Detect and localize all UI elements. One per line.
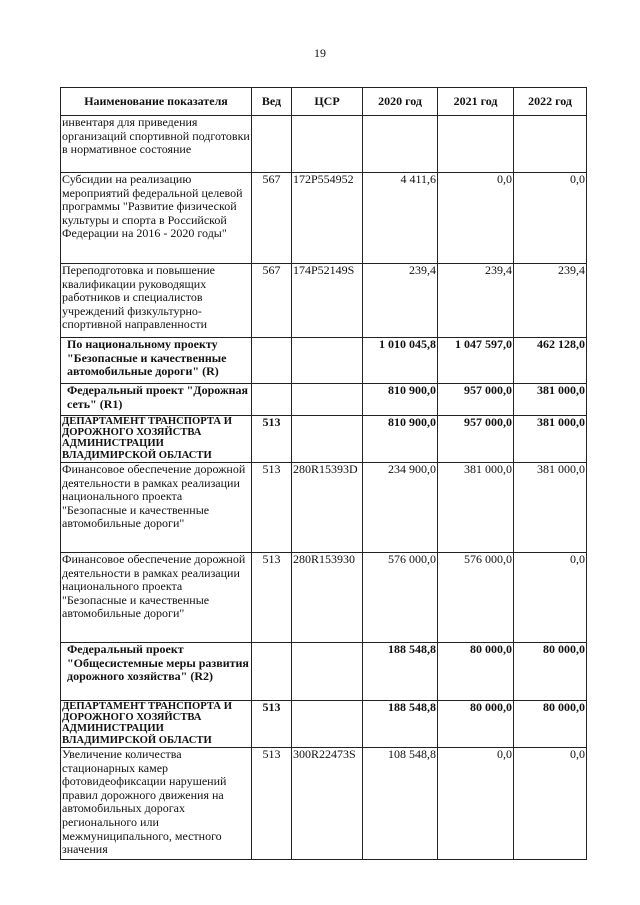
table-row [61, 338, 587, 384]
cell-2021: 0,0 [438, 748, 514, 860]
cell-2020: 239,4 [363, 264, 438, 338]
cell-csr [292, 384, 363, 416]
cell-2020: 234 900,0 [363, 463, 438, 553]
cell-ved: 513 [252, 553, 292, 643]
cell-2022: 381 000,0 [514, 416, 587, 463]
cell-2021: 957 000,0 [438, 384, 514, 416]
cell-csr: 280R153930 [292, 553, 363, 643]
cell-name: Увеличение количества стационарных камер фотовидеофиксации нарушений правил дорожного движения на автомобильных дорогах регионального или межмуниципального, местного значения [61, 748, 252, 860]
cell-ved: 513 [252, 416, 292, 463]
cell-name: ДЕПАРТАМЕНТ ТРАНСПОРТА И ДОРОЖНОГО ХОЗЯЙСТВА АДМИНИСТРАЦИИ ВЛАДИМИРСКОЙ ОБЛАСТИ [61, 701, 252, 748]
cell-2020: 188 548,8 [363, 701, 438, 748]
cell-name: Субсидии на реализацию мероприятий федеральной целевой программы "Развитие физической культуры и спорта в Российской Федерации на 2016 - 2020 годы" [61, 173, 252, 264]
cell-2021: 239,4 [438, 264, 514, 338]
cell-2022: 0,0 [514, 553, 587, 643]
column-header-csr: ЦСР [292, 88, 363, 116]
cell-ved: 513 [252, 701, 292, 748]
cell-2020: 1 010 045,8 [363, 338, 438, 384]
cell-2022: 381 000,0 [514, 384, 587, 416]
cell-2022: 239,4 [514, 264, 587, 338]
cell-ved: 513 [252, 463, 292, 553]
cell-name: Федеральный проект "Общесистемные меры развития дорожного хозяйства" (R2) [61, 643, 252, 701]
cell-name: инвентаря для приведения организаций спортивной подготовки в нормативное состояние [61, 116, 252, 173]
cell-name: Переподготовка и повышение квалификации руководящих работников и специалистов учреждений физкультурно-спортивной направленности [61, 264, 252, 338]
table-row [61, 173, 587, 264]
cell-2021: 381 000,0 [438, 463, 514, 553]
cell-name: ДЕПАРТАМЕНТ ТРАНСПОРТА И ДОРОЖНОГО ХОЗЯЙСТВА АДМИНИСТРАЦИИ ВЛАДИМИРСКОЙ ОБЛАСТИ [61, 416, 252, 463]
page-number: 19 [314, 46, 326, 60]
cell-csr [292, 116, 363, 173]
table-row [61, 553, 587, 643]
cell-2021: 1 047 597,0 [438, 338, 514, 384]
table-row [61, 701, 587, 748]
cell-csr [292, 643, 363, 701]
cell-2022: 0,0 [514, 173, 587, 264]
cell-2021: 576 000,0 [438, 553, 514, 643]
table-row [61, 748, 587, 860]
cell-2020: 108 548,8 [363, 748, 438, 860]
cell-name: Федеральный проект "Дорожная сеть" (R1) [61, 384, 252, 416]
cell-csr: 280R15393D [292, 463, 363, 553]
cell-2022: 80 000,0 [514, 643, 587, 701]
cell-csr: 172P554952 [292, 173, 363, 264]
cell-2021: 80 000,0 [438, 643, 514, 701]
cell-2020: 810 900,0 [363, 416, 438, 463]
table-header-row [61, 88, 587, 116]
table-row [61, 463, 587, 553]
cell-ved [252, 643, 292, 701]
table-body [61, 116, 587, 860]
table-row [61, 116, 587, 173]
budget-table [60, 87, 587, 860]
table-row [61, 384, 587, 416]
cell-2022: 0,0 [514, 748, 587, 860]
cell-ved: 567 [252, 264, 292, 338]
column-header-2020: 2020 год [363, 88, 438, 116]
cell-2022: 381 000,0 [514, 463, 587, 553]
cell-name: Финансовое обеспечение дорожной деятельности в рамках реализации национального проекта "Безопасные и качественные автомобильные дороги" [61, 463, 252, 553]
cell-csr: 174P52149S [292, 264, 363, 338]
cell-2022: 462 128,0 [514, 338, 587, 384]
cell-2021: 957 000,0 [438, 416, 514, 463]
cell-csr: 300R22473S [292, 748, 363, 860]
cell-csr [292, 416, 363, 463]
cell-2020: 810 900,0 [363, 384, 438, 416]
cell-2021: 80 000,0 [438, 701, 514, 748]
table-row [61, 643, 587, 701]
cell-ved: 513 [252, 748, 292, 860]
column-header-2022: 2022 год [514, 88, 587, 116]
table-row [61, 416, 587, 463]
cell-2020: 188 548,8 [363, 643, 438, 701]
cell-ved [252, 384, 292, 416]
cell-2022 [514, 116, 587, 173]
cell-ved [252, 338, 292, 384]
cell-ved: 567 [252, 173, 292, 264]
cell-name: По национальному проекту "Безопасные и качественные автомобильные дороги" (R) [61, 338, 252, 384]
cell-ved [252, 116, 292, 173]
column-header-ved: Вед [252, 88, 292, 116]
cell-csr [292, 338, 363, 384]
cell-2022: 80 000,0 [514, 701, 587, 748]
cell-2021 [438, 116, 514, 173]
column-header-2021: 2021 год [438, 88, 514, 116]
cell-2020: 576 000,0 [363, 553, 438, 643]
cell-csr [292, 701, 363, 748]
cell-2021: 0,0 [438, 173, 514, 264]
cell-2020: 4 411,6 [363, 173, 438, 264]
cell-name: Финансовое обеспечение дорожной деятельности в рамках реализации национального проекта "Безопасные и качественные автомобильные дороги" [61, 553, 252, 643]
cell-2020 [363, 116, 438, 173]
column-header-name: Наименование показателя [61, 88, 252, 116]
table-row [61, 264, 587, 338]
